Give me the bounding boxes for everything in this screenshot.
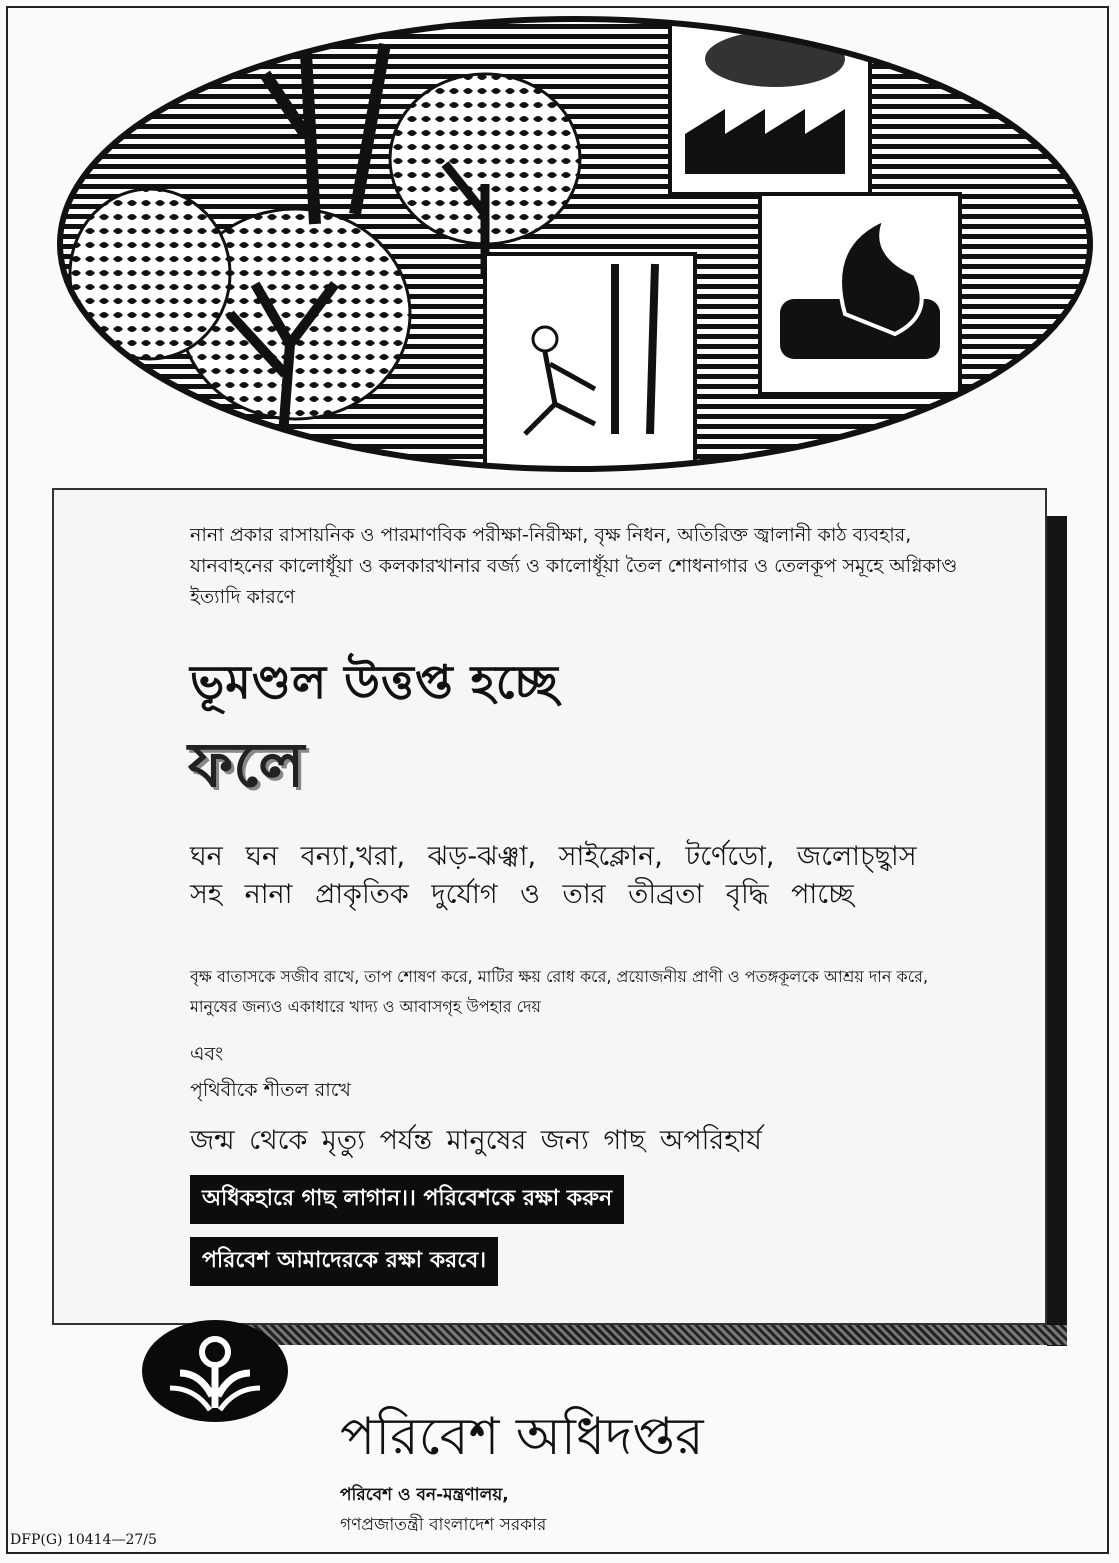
publication-code: DFP(G) 10414—27/5 xyxy=(10,1532,157,1548)
disasters-text: ঘন ঘন বন্যা,খরা, ঝড়-ঝঞ্ঝা, সাইক্লোন, টর্ণেডো, জলোচ্ছ্বাস সহ নানা প্রাকৃতিক দুর্যোগ ও তার তীব্রতা বৃদ্ধি পাচ্ছে xyxy=(190,841,917,910)
consequence-word: ফলে xyxy=(188,728,305,801)
ministry-name: পরিবেশ ও বন-মন্ত্রণালয়, xyxy=(340,1485,509,1505)
panel-shadow-bottom xyxy=(230,1325,1067,1345)
headline: ভূমণ্ডল উত্তপ্ত হচ্ছে xyxy=(190,655,559,709)
woodcutter-panel xyxy=(485,254,695,469)
department-logo-icon xyxy=(140,1318,290,1424)
plant-trees-banner: অধিকহারে গাছ লাগান।। পরিবেশকে রক্ষা করুন xyxy=(190,1175,624,1224)
keeps-earth-cool-text: পৃথিবীকে শীতল রাখে xyxy=(190,1079,351,1101)
organization-name: পরিবেশ অধিদপ্তর xyxy=(340,1407,704,1467)
trees-essential-text: জন্ম থেকে মৃত্যু পর্যন্ত মানুষের জন্য গাছ অপরিহার্য xyxy=(190,1125,762,1156)
and-word: এবং xyxy=(190,1043,224,1065)
government-name: গণপ্রজাতন্ত্রী বাংলাদেশ সরকার xyxy=(340,1515,547,1535)
intro-text: নানা প্রকার রাসায়নিক ও পারমাণবিক পরীক্ষা-নিরীক্ষা, বৃক্ষ নিধন, অতিরিক্ত জ্বালানী কাঠ ব্যবহার, যানবাহনের কালোধূঁয়া ও কলকারখানার বর্জ্য ও কালোধূঁয়া তৈল শোধনাগার ও তেলকূপ সমূহে অগ্নিকাণ্ড ইত্যাদি কারণে xyxy=(190,524,958,608)
environment-illustration xyxy=(55,14,1095,474)
panel-shadow-right xyxy=(1047,516,1067,1346)
trees-benefit-text: বৃক্ষ বাতাসকে সজীব রাখে, তাপ শোষণ করে, মাটির ক্ষয় রোধ করে, প্রয়োজনীয় প্রাণী ও পতঙ্গকূলকে আশ্রয় দান করে, মানুষের জন্যও একাধারে খাদ্য ও আবাসগৃহ উপহার দেয় xyxy=(190,967,929,1016)
environment-protects-banner: পরিবেশ আমাদেরকে রক্ষা করবে। xyxy=(190,1237,498,1286)
